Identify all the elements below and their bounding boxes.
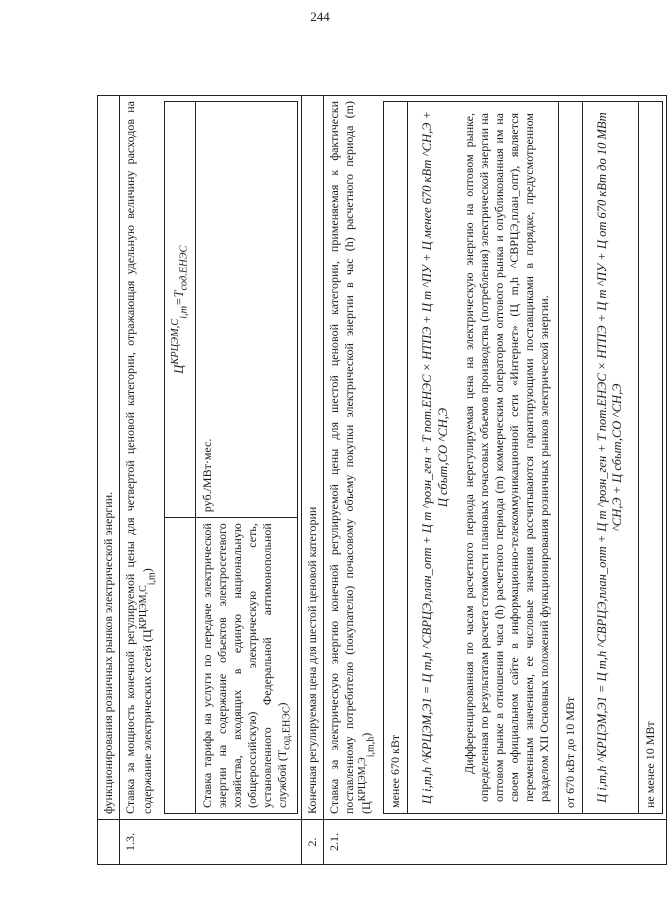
row-content bbox=[120, 96, 302, 820]
section-title: Конечная регулируемая цена для шестой ценовой категории bbox=[302, 96, 324, 820]
table-row bbox=[324, 96, 666, 865]
row-heading: Ставка за мощность конечной регулируемой цены для четвертой ценовой категории, отражающая удельную величину расходов на содержание электрических сетей $(Ц^{КРЦЭМ,С}_{i,m})$ bbox=[123, 101, 158, 814]
empty-cell bbox=[164, 518, 195, 814]
subcategory-body bbox=[408, 102, 558, 814]
page-number: 244 bbox=[310, 9, 330, 24]
subcategory-label: от 670 кВт до 10 МВт bbox=[558, 102, 582, 814]
row-number: 2. bbox=[302, 820, 324, 865]
unit-cell: руб./МВт·мес. bbox=[195, 102, 298, 518]
table-row bbox=[98, 96, 120, 865]
subcategory-label: не менее 10 МВт bbox=[638, 102, 662, 814]
row-heading: Ставка за электрическую энергию конечной регулируемой цены для шестой ценовой категории, применяемая к фактически поставленному потребителю (покупателю) почасовому объему покупки электрической энергии в час (h) расчетного периода (m) $(Ц^{КРЦЭМ,Э}_{i,m,h})$ bbox=[327, 101, 377, 814]
row-number-empty bbox=[98, 820, 120, 865]
formula: Ц i,m,h ^КРЦЭМ,Э1 = Ц m,h ^СВРЦЭ,план_опт + Ц m ^розн_ген + T пот.ЕНЭС × НТПЭ + Ц m ^ПУ + Ц от 670 кВт до 10 МВт ^СН,Э + Ц сбыт,СО ^СН,Э bbox=[594, 112, 625, 803]
table-row bbox=[302, 96, 324, 865]
tariff-description: Ставка тарифа на услуги по передаче электрической энергии на содержание объектов электросетевого хозяйства, входящих в единую национальную (общероссийскую) электрическую сеть, установленного Федеральной антимонопольной службой $(T_{сод.ЕНЭС})$ bbox=[195, 518, 298, 814]
row-number: 2.1. bbox=[324, 820, 666, 865]
row-content bbox=[324, 96, 666, 820]
inner-table bbox=[164, 101, 299, 814]
subcategory-body bbox=[582, 102, 638, 814]
inner-table bbox=[383, 101, 663, 814]
subcategory-label: менее 670 кВт bbox=[384, 102, 408, 814]
tariff-table bbox=[97, 95, 667, 865]
table-row bbox=[120, 96, 302, 865]
formula: Ц i,m,h ^КРЦЭМ,Э1 = Ц m,h ^СВРЦЭ,план_опт + Ц m ^розн_ген + T пот.ЕНЭС × НТПЭ + Ц m ^ПУ + Ц менее 670 кВт ^СН,Э + Ц сбыт,СО ^СН,Э bbox=[420, 111, 450, 804]
rotated-table-sheet bbox=[97, 95, 657, 865]
formula-cell: $Ц^{КРЦЭМ,С}_{i,m}=T_{сод.ЕНЭС}$ bbox=[164, 102, 195, 518]
continuation-text: функционирования розничных рынков электрической энергии. bbox=[98, 96, 120, 820]
row-number: 1.3. bbox=[120, 820, 302, 865]
explanation-paragraph: Дифференцированная по часам расчетного периода нерегулируемая цена на электрическую энергию на оптовом рынке, определенная по результатам расчета стоимости плановых почасовых объемов производства (потребления) электрической энергии на оптовом рынке в отношении часа (h) расчетного периода (m) коммерческим оператором оптового рынка и опубликованная им на своем официальном сайте в информационно-телекоммуникационной сети «Интернет» (Ц m,h ^СВРЦЭ,план_опт), является переменным значением, ее числовые значения рассчитываются гарантирующими поставщиками в порядке, предусмотренном разделом XII Основных положений функционирования розничных рынков электрической энергии. bbox=[461, 113, 551, 802]
